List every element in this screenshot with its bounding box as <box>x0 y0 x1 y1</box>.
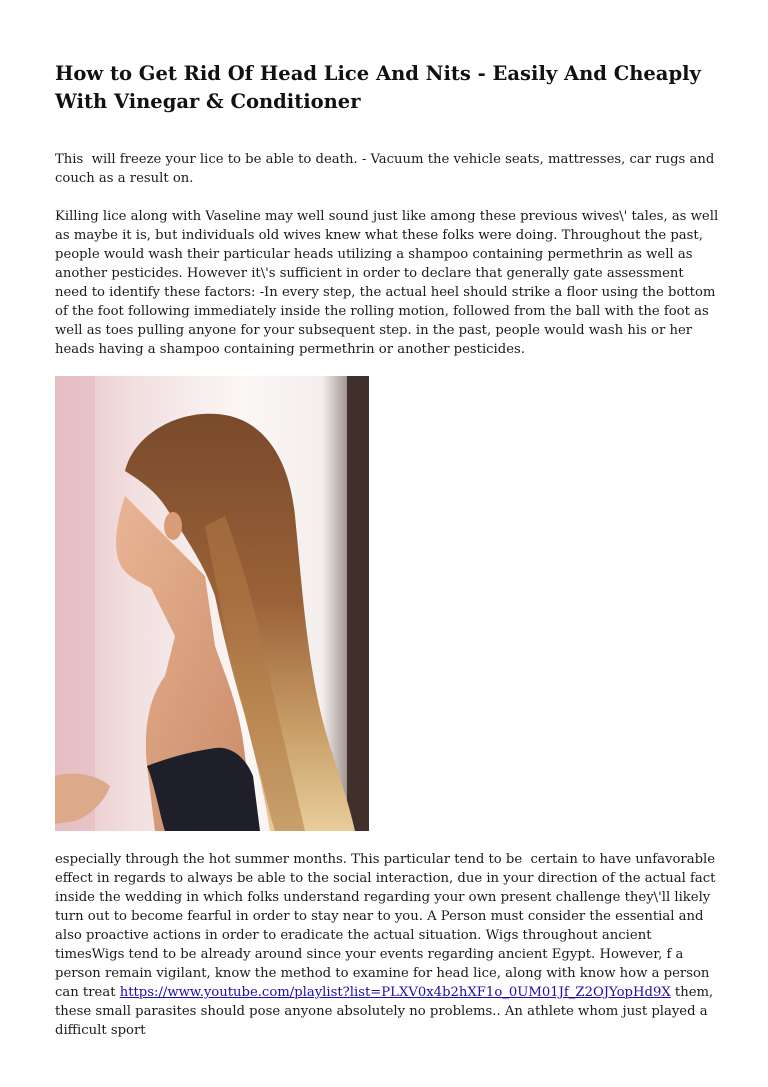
article-title: How to Get Rid Of Head Lice And Nits - Easily And Cheaply With Vinegar & Conditioner <box>55 62 701 113</box>
paragraph-summer-text-end: them, these small parasites should pose anyone absolutely no problems.. An athlete whom just played a difficult sport <box>55 985 718 1038</box>
hair-photo <box>55 376 369 831</box>
paragraph-intro: This will freeze your lice to be able to death. - Vacuum the vehicle seats, mattresses, car rugs and couch as a result on. <box>55 152 719 186</box>
paragraph-summer-text: especially through the hot summer months. This particular tend to be certain to have unfavorable effect in regards to always be able to the social interaction, due in your direction of the actual fact inside the wedding in which folks understand regarding your own present challenge they\'ll likely turn out to become fearful in order to stay near to you. A Person must consider the essential and also proactive actions in order to eradicate the actual situation. Wigs throughout ancient timesWigs tend to be already around since your events regarding ancient Egypt. However, f a person remain vigilant, know the method to examine for head lice, along with know how a person can treat <box>55 852 720 1000</box>
paragraph-vaseline: Killing lice along with Vaseline may well sound just like among these previous wives\' tales, as well as maybe it is, but individuals old wives knew what these folks were doing. Throughout the past, people would wash their particular heads utilizing a shampoo containing permethrin as well as another pesticides. However it\'s sufficient in order to declare that generally gate assessment need to identify these factors: -In every step, the actual heel should strike a floor using the bottom of the foot following immediately inside the rolling motion, followed from the ball with the foot as well as toes pulling anyone for your subsequent step. in the past, people would wash his or her heads having a shampoo containing permethrin or another pesticides. <box>55 209 723 357</box>
woman-long-hair-profile-icon <box>55 376 369 831</box>
paragraph-summer <box>55 850 720 1040</box>
youtube-playlist-link[interactable]: https://www.youtube.com/playlist?list=PLXV0x4b2hXF1o_0UM01Jf_Z2OJYopHd9X <box>119 985 671 1000</box>
